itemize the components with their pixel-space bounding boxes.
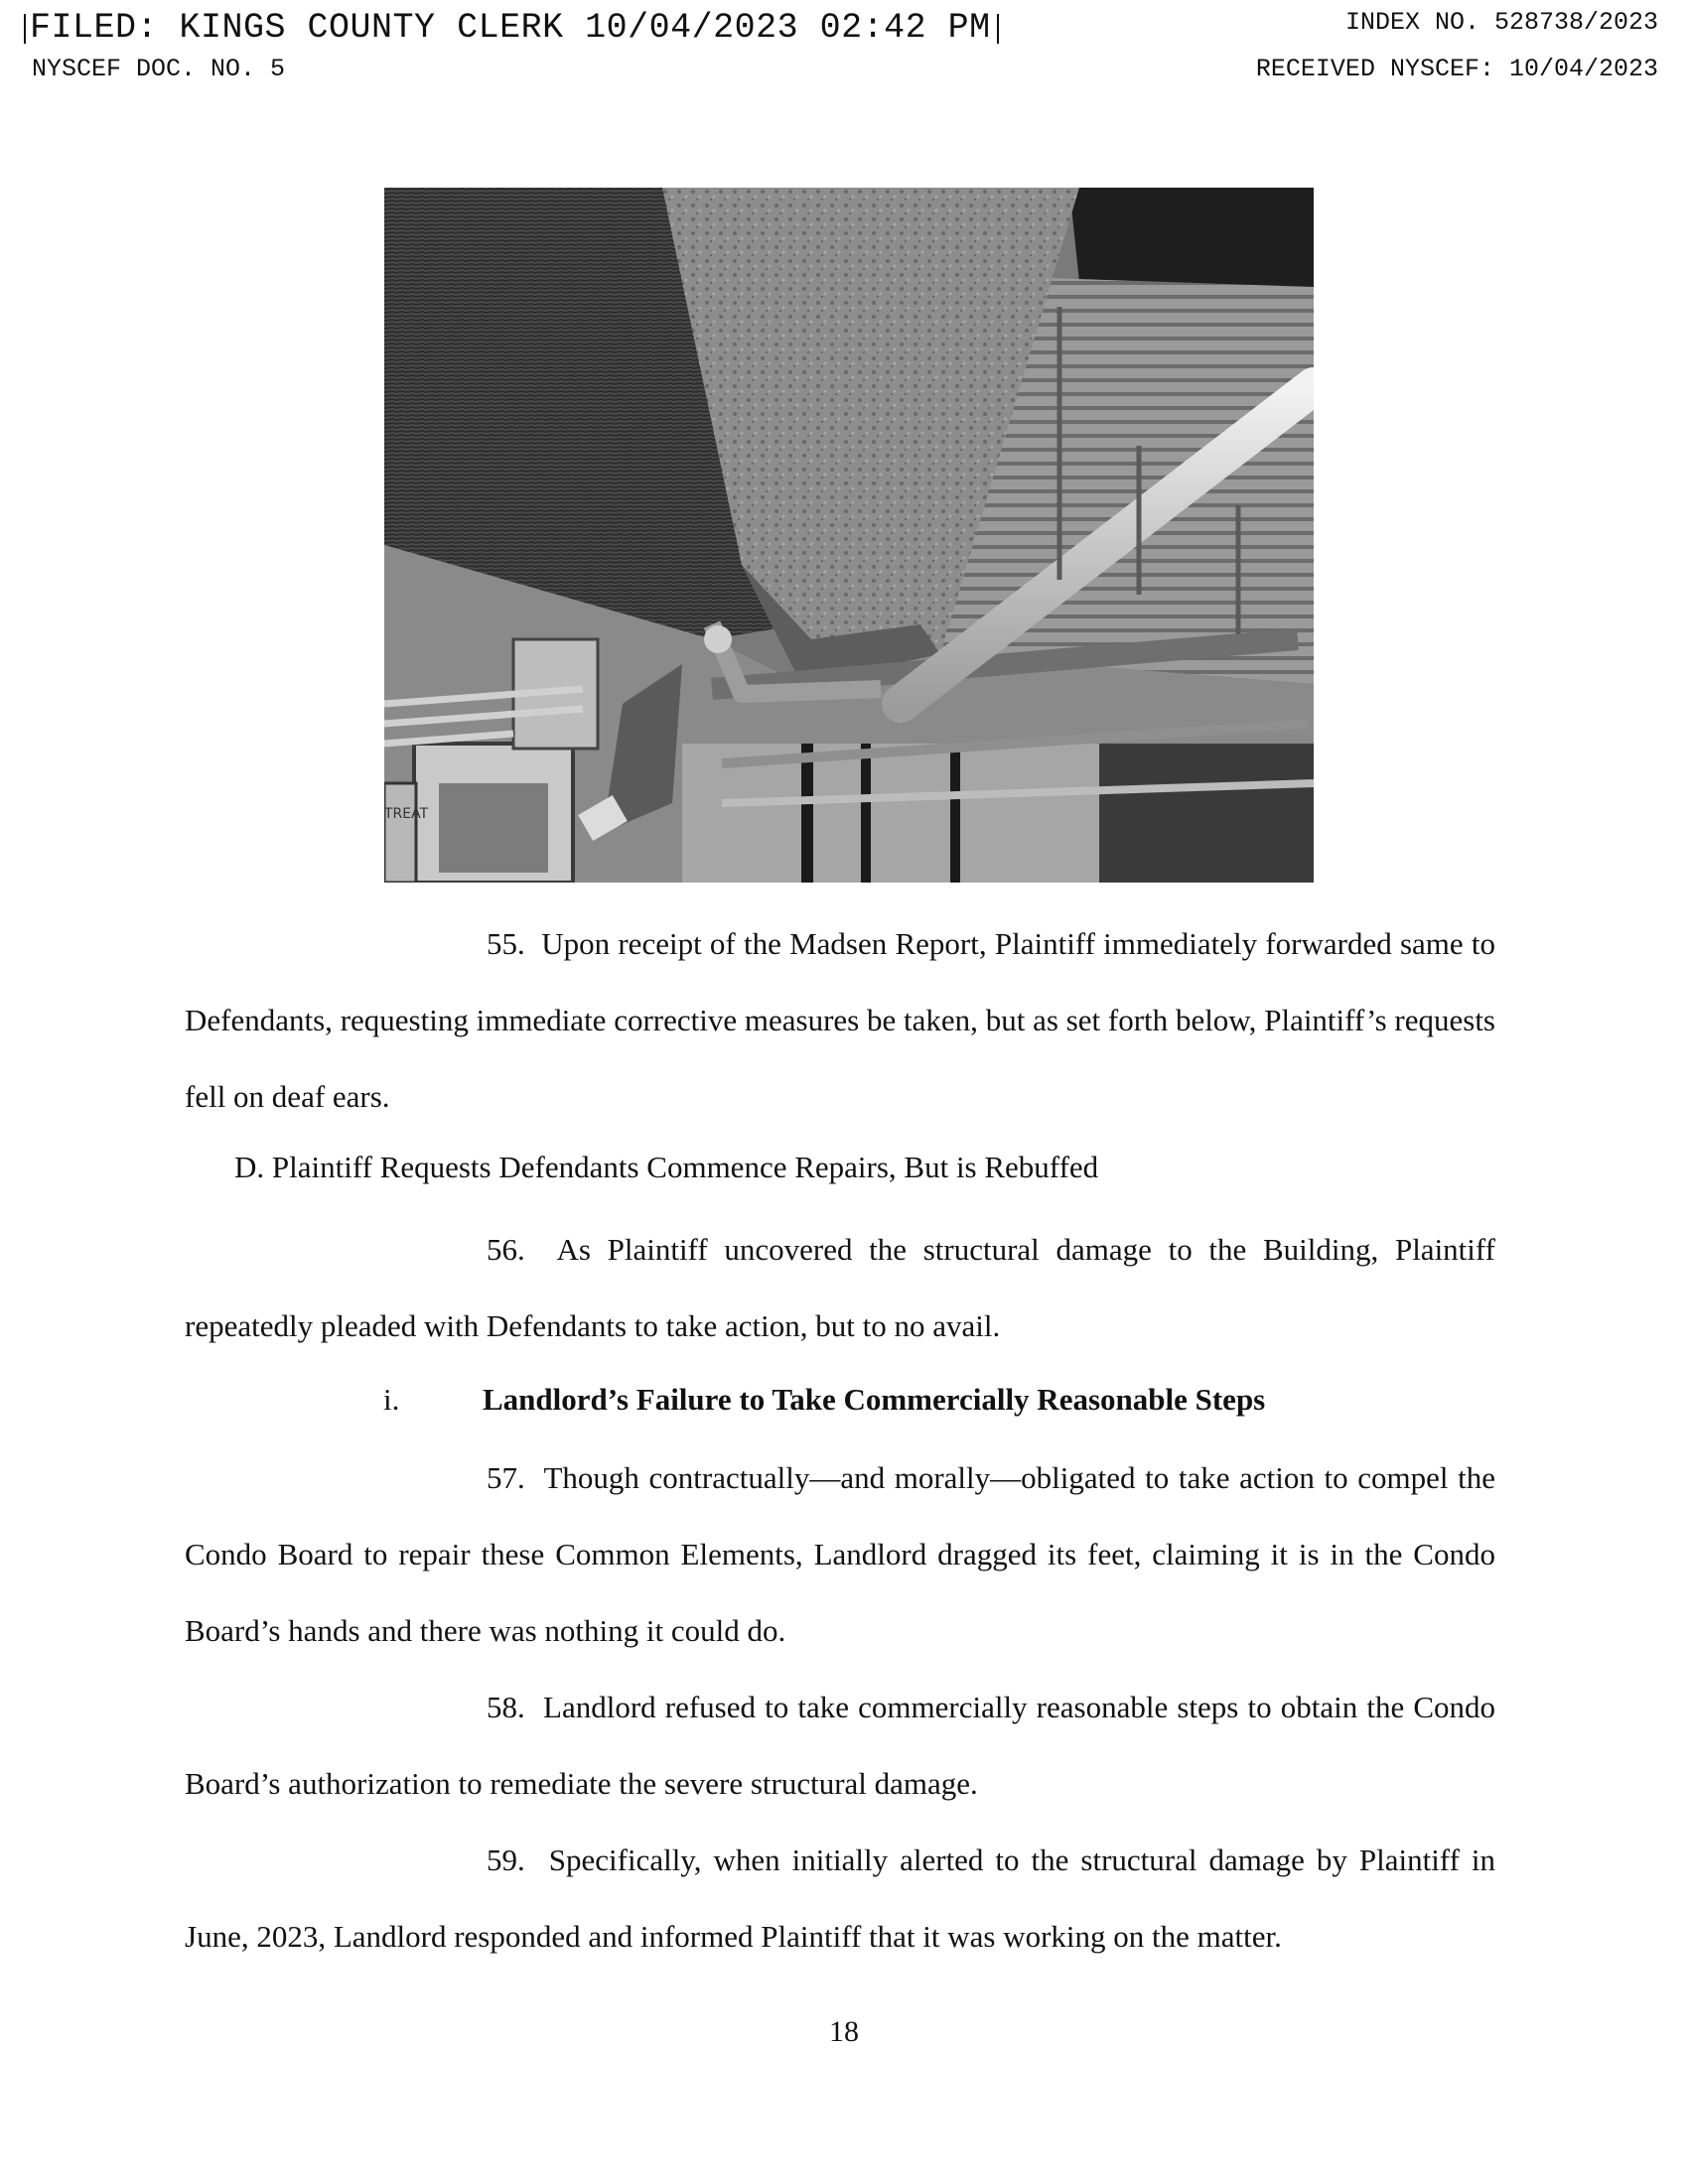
paragraph-text: Specifically, when initially alerted to the structural damage by Plaintiff in June, 2023, Landlord responded and informed Plaintiff that it was working on the matter. [185,1843,1496,1954]
paragraph-text: Landlord refused to take commercially reasonable steps to obtain the Condo Board’s authorization to remediate the severe structural damage. [185,1690,1496,1801]
structural-damage-photo [384,188,1314,883]
paragraph-text: Though contractually—and morally—obligated to take action to compel the Condo Board to repair these Common Elements, Landlord dragged its feet, claiming it is in the Condo Board’s hands and there was nothing it could do. [185,1460,1495,1648]
sign-label: TREAT [384,806,429,822]
nyscef-doc-number: NYSCEF DOC. NO. 5 [32,55,286,83]
index-number: INDEX NO. 528738/2023 [1344,8,1658,37]
subsection-heading: Landlord’s Failure to Take Commercially Reasonable Steps [483,1382,1266,1417]
paragraph-59 [185,1822,1495,1975]
paragraph-number: 56. [487,1232,525,1267]
subsection-number: i. [383,1382,400,1417]
paragraph-57 [185,1439,1495,1669]
section-heading-d: D. Plaintiff Requests Defendants Commence Repairs, But is Rebuffed [234,1150,1099,1184]
paragraph-55 [185,905,1495,1135]
paragraph-number: 55. [487,926,525,961]
filed-stamp: FILED: KINGS COUNTY CLERK 10/04/2023 02:42 PM [30,8,991,48]
paragraph-number: 58. [487,1690,525,1724]
paragraph-56 [185,1211,1495,1364]
paragraph-number: 57. [487,1460,525,1495]
photo-illustration [384,188,1314,883]
page-number: 18 [829,2015,859,2048]
paragraph-number: 59. [487,1843,525,1877]
paragraph-58 [185,1669,1495,1822]
received-stamp: RECEIVED NYSCEF: 10/04/2023 [1255,55,1658,83]
paragraph-text: Upon receipt of the Madsen Report, Plaintiff immediately forwarded same to Defendants, requesting immediate corrective measures be taken, but as set forth below, Plaintiff’s requests fell on deaf ears. [185,926,1495,1114]
paragraph-text: As Plaintiff uncovered the structural damage to the Building, Plaintiff repeatedly pleaded with Defendants to take action, but to no avail. [185,1232,1495,1343]
